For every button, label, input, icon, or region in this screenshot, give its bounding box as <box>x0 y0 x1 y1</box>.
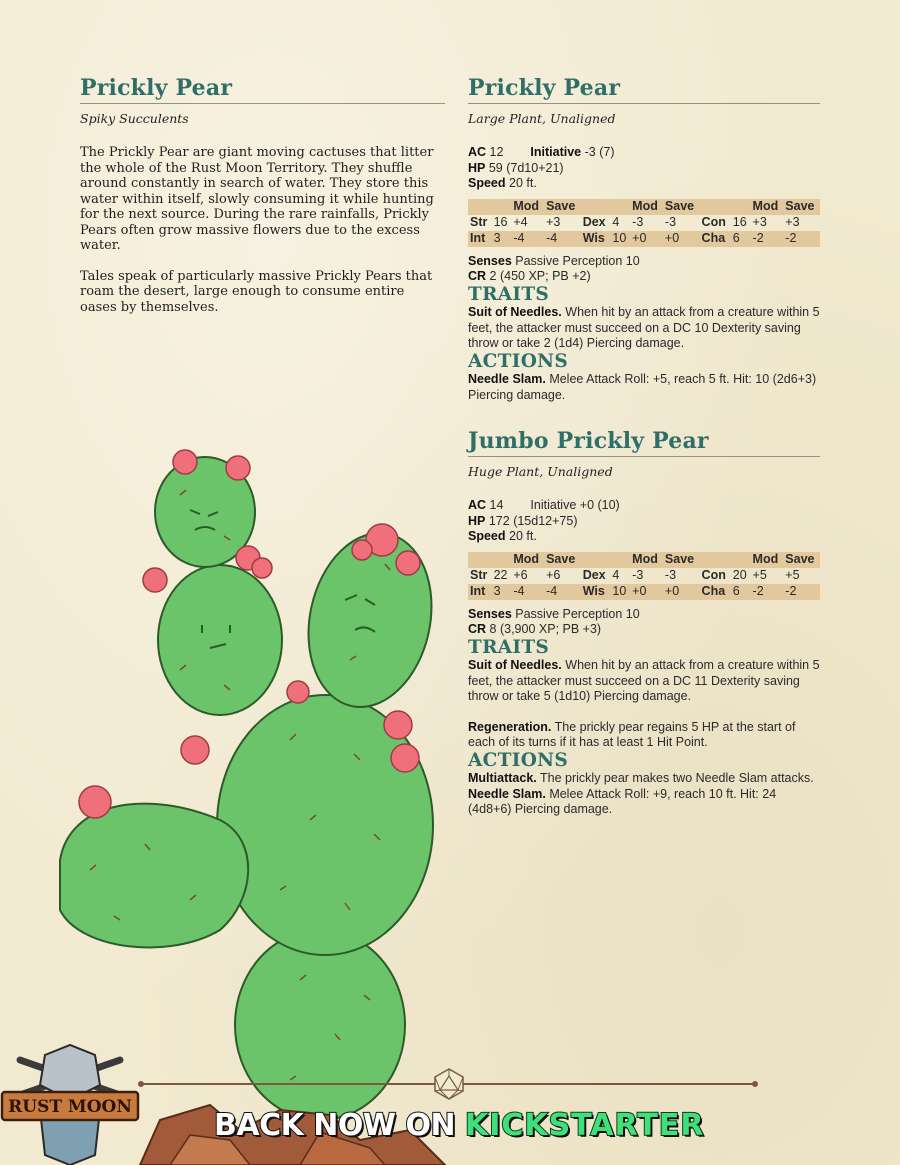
ability-row: Int 3 -4 -4 Wis 10 +0 +0 Cha 6 -2 -2 <box>468 584 820 600</box>
ability-header-row: Mod Save Mod Save Mod Save <box>468 552 820 568</box>
statblock-title: Prickly Pear <box>468 75 621 101</box>
hp-value: 172 (15d12+75) <box>488 513 578 528</box>
senses-value: Passive Perception 10 <box>515 606 640 621</box>
speed-label: Speed <box>468 529 506 543</box>
trait-name: Regeneration. <box>468 719 552 734</box>
cr-value: 8 (3,900 XP; PB +3) <box>489 622 602 636</box>
cactus-pad <box>60 804 248 948</box>
initiative-label: Initiative <box>530 498 577 512</box>
ac-label: AC <box>468 145 487 159</box>
speed-line <box>468 529 822 545</box>
banner-text: BACK NOW ON <box>214 1108 465 1143</box>
speed-value: 20 ft. <box>509 176 537 190</box>
trait-text: The prickly pear regains 5 HP at the start of each of its turns if it has at least 1 Hit Point. <box>468 719 796 749</box>
ability-table <box>468 552 820 600</box>
statblock-type: Huge Plant, Unaligned <box>468 464 613 479</box>
actions-heading: ACTIONS <box>468 749 568 771</box>
trait-name: Suit of Needles. <box>468 305 562 319</box>
prickly-pear-illustration <box>30 440 450 1140</box>
speed-label: Speed <box>468 176 506 190</box>
hp-label: HP <box>468 160 486 175</box>
action-text: Melee Attack Roll: +9, reach 10 ft. Hit: 24 (4d8+6) Piercing damage. <box>468 786 777 816</box>
ac-label: AC <box>468 498 487 512</box>
lore-body <box>80 145 435 330</box>
speed-line <box>468 176 822 192</box>
action-name: Multiattack. <box>468 771 537 785</box>
logo-text: RUST MOON <box>8 1097 132 1117</box>
senses-line <box>468 254 822 270</box>
ac-line <box>468 145 822 161</box>
banner-kickstarter: KICKSTARTER <box>465 1108 705 1143</box>
action-name: Needle Slam. <box>468 786 546 801</box>
ability-header-row: Mod Save Mod Save Mod Save <box>468 199 820 215</box>
cr-value: 2 (450 XP; PB +2) <box>489 269 591 283</box>
ac-line <box>468 498 822 514</box>
cactus-pad <box>158 565 282 715</box>
action-text: The prickly pear makes two Needle Slam attacks. <box>540 771 814 785</box>
senses-line <box>468 607 822 623</box>
trait <box>468 305 822 352</box>
cr-line <box>468 622 822 638</box>
ability-row: Int 3 -4 -4 Wis 10 +0 +0 Cha 6 -2 -2 <box>468 231 820 247</box>
cr-line <box>468 269 822 285</box>
trait <box>468 658 822 705</box>
ac-value: 12 <box>489 145 504 159</box>
trait-text: When hit by an attack from a creature within 5 feet, the attacker must succeed on a DC 11 Dexterity saving throw or take 5 (1d10) Piercing damage. <box>468 658 820 703</box>
traits-heading: TRAITS <box>468 636 550 658</box>
trait-name: Suit of Needles. <box>468 658 562 672</box>
statblock-type: Large Plant, Unaligned <box>468 111 616 126</box>
initiative-value: +0 (10) <box>579 498 620 512</box>
kickstarter-banner[interactable] <box>214 1108 724 1146</box>
lore-title: Prickly Pear <box>80 75 233 101</box>
ability-row: Str 16 +4 +3 Dex 4 -3 -3 Con 16 +3 +3 <box>470 214 800 229</box>
senses-label: Senses <box>468 253 512 268</box>
statblock-title-rule <box>468 456 820 457</box>
statblock-prickly-pear <box>468 145 822 403</box>
trait <box>468 720 822 751</box>
ability-row: Str 22 +6 +6 Dex 4 -3 -3 Con 20 +5 +5 <box>470 567 800 582</box>
cr-label: CR <box>468 269 487 283</box>
initiative-label: Initiative <box>530 145 582 159</box>
action <box>468 771 822 787</box>
statblock-jumbo-prickly-pear <box>468 498 822 818</box>
action-name: Needle Slam. <box>468 372 546 386</box>
action <box>468 787 822 818</box>
lore-paragraph: Tales speak of particularly massive Prickly Pears that roam the desert, large enough to consume entire oases by themselves. <box>80 268 433 315</box>
ac-value: 14 <box>489 498 504 512</box>
cr-label: CR <box>468 622 487 636</box>
actions-heading: ACTIONS <box>468 350 568 372</box>
statblock-title: Jumbo Prickly Pear <box>468 428 709 454</box>
hp-line <box>468 161 822 177</box>
statblock-title-rule <box>468 103 820 104</box>
ability-table <box>468 199 820 247</box>
initiative-value: -3 (7) <box>584 145 615 159</box>
traits-heading: TRAITS <box>468 283 550 305</box>
hp-value: 59 (7d10+21) <box>488 160 564 175</box>
hp-label: HP <box>468 513 486 528</box>
footer-divider-end <box>752 1081 758 1087</box>
trait-text: When hit by an attack from a creature within 5 feet, the attacker must succeed on a DC 10 Dexterity saving throw or take 2 (1d4) Piercing damage. <box>468 305 820 350</box>
hp-line <box>468 514 822 530</box>
lore-title-rule <box>80 103 445 104</box>
action <box>468 372 822 403</box>
lore-paragraph: The Prickly Pear are giant moving cactuses that litter the whole of the Rust Moon Territory. They shuffle around constantly in search of water. They store this water within itself, slowly consuming it while hunting for the next source. During the rare rainfalls, Prickly Pears often grow massive flowers due to the excess water. <box>80 145 434 253</box>
senses-value: Passive Perception 10 <box>515 253 640 268</box>
action-text: Melee Attack Roll: +5, reach 5 ft. Hit: 10 (2d6+3) Piercing damage. <box>468 372 817 402</box>
rust-moon-logo <box>0 1040 140 1165</box>
lore-subtitle: Spiky Succulents <box>80 111 189 126</box>
speed-value: 20 ft. <box>509 529 537 543</box>
senses-label: Senses <box>468 606 512 621</box>
